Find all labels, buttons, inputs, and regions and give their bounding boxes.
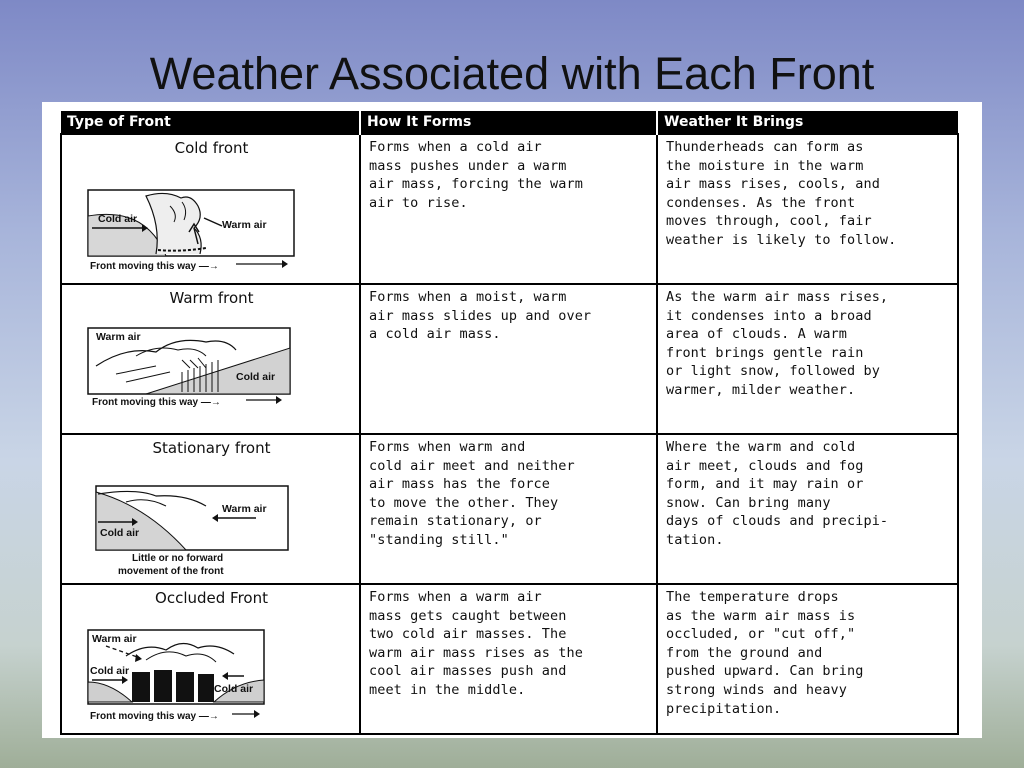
table-row-stationary-front bbox=[61, 434, 958, 584]
type-cell bbox=[61, 584, 360, 734]
how-it-forms-cell bbox=[360, 434, 657, 584]
slide-title: Weather Associated with Each Front bbox=[149, 48, 875, 99]
front-type-name: Occluded Front bbox=[155, 589, 268, 607]
header-type-of-front: Type of Front bbox=[61, 111, 360, 134]
diagram-label-warm-air: Warm air bbox=[222, 218, 267, 231]
how-it-forms-text: Forms when a cold air mass pushes under a warm air mass, forcing the warm air to rise. bbox=[369, 139, 583, 211]
header-how-it-forms: How It Forms bbox=[360, 111, 657, 134]
diagram-label-cold-air-right: Cold air bbox=[214, 682, 254, 695]
diagram-caption-line1: Little or no forward bbox=[132, 552, 224, 564]
how-it-forms-cell bbox=[360, 284, 657, 434]
diagram-caption: Front moving this way —→ bbox=[90, 710, 219, 722]
type-cell bbox=[61, 134, 360, 284]
diagram-label-warm-air: Warm air bbox=[96, 330, 141, 343]
table-row-warm-front bbox=[61, 284, 958, 434]
diagram-label-warm-air: Warm air bbox=[92, 632, 137, 645]
how-it-forms-text: Forms when warm and cold air meet and neither air mass has the force to move the other. They remain stationary, or "standing still." bbox=[369, 439, 575, 548]
stationary-front-diagram bbox=[86, 466, 296, 576]
front-type-name: Stationary front bbox=[152, 439, 271, 457]
diagram-caption-line2: movement of the front bbox=[118, 565, 224, 577]
weather-text: Thunderheads can form as the moisture in the warm air mass rises, cools, and condenses. As the front moves through, cool, fair weather is likely to follow. bbox=[666, 139, 897, 248]
table-row-cold-front bbox=[61, 134, 958, 284]
weather-cell bbox=[657, 434, 958, 584]
diagram-caption: Front moving this way —→ bbox=[92, 396, 221, 408]
type-cell bbox=[61, 284, 360, 434]
diagram-caption: Front moving this way —→ bbox=[90, 260, 219, 272]
weather-text: Where the warm and cold air meet, clouds and fog form, and it may rain or snow. Can bring many days of clouds and precipi- tation. bbox=[666, 439, 889, 548]
warm-front-diagram bbox=[86, 316, 296, 426]
weather-cell bbox=[657, 134, 958, 284]
weather-text: As the warm air mass rises, it condenses into a broad area of clouds. A warm front brings gentle rain or light snow, followed by warmer, milder weather. bbox=[666, 289, 889, 398]
how-it-forms-text: Forms when a moist, warm air mass slides up and over a cold air mass. bbox=[369, 289, 592, 343]
front-type-name: Cold front bbox=[174, 139, 249, 157]
table-header-row bbox=[61, 111, 958, 134]
diagram-label-cold-air-left: Cold air bbox=[90, 664, 130, 677]
weather-text: The temperature drops as the warm air mass is occluded, or "cut off," from the ground and pushed upward. Can bring strong winds and heavy precipitation. bbox=[666, 589, 864, 717]
weather-cell bbox=[657, 284, 958, 434]
cold-front-diagram bbox=[86, 166, 296, 276]
diagram-label-cold-air: Cold air bbox=[98, 212, 138, 225]
front-type-name: Warm front bbox=[169, 289, 254, 307]
how-it-forms-cell bbox=[360, 134, 657, 284]
how-it-forms-cell bbox=[360, 584, 657, 734]
fronts-table-frame bbox=[42, 102, 982, 738]
how-it-forms-text: Forms when a warm air mass gets caught between two cold air masses. The warm air mass rises as the cool air masses push and meet in the middle. bbox=[369, 589, 583, 698]
fronts-table bbox=[60, 111, 959, 735]
type-cell bbox=[61, 434, 360, 584]
weather-cell bbox=[657, 584, 958, 734]
diagram-label-warm-air: Warm air bbox=[222, 502, 267, 515]
diagram-label-cold-air: Cold air bbox=[236, 370, 276, 383]
table-row-occluded-front bbox=[61, 584, 958, 734]
occluded-front-diagram bbox=[86, 616, 296, 726]
header-weather-it-brings: Weather It Brings bbox=[657, 111, 958, 134]
diagram-label-cold-air: Cold air bbox=[100, 526, 140, 539]
